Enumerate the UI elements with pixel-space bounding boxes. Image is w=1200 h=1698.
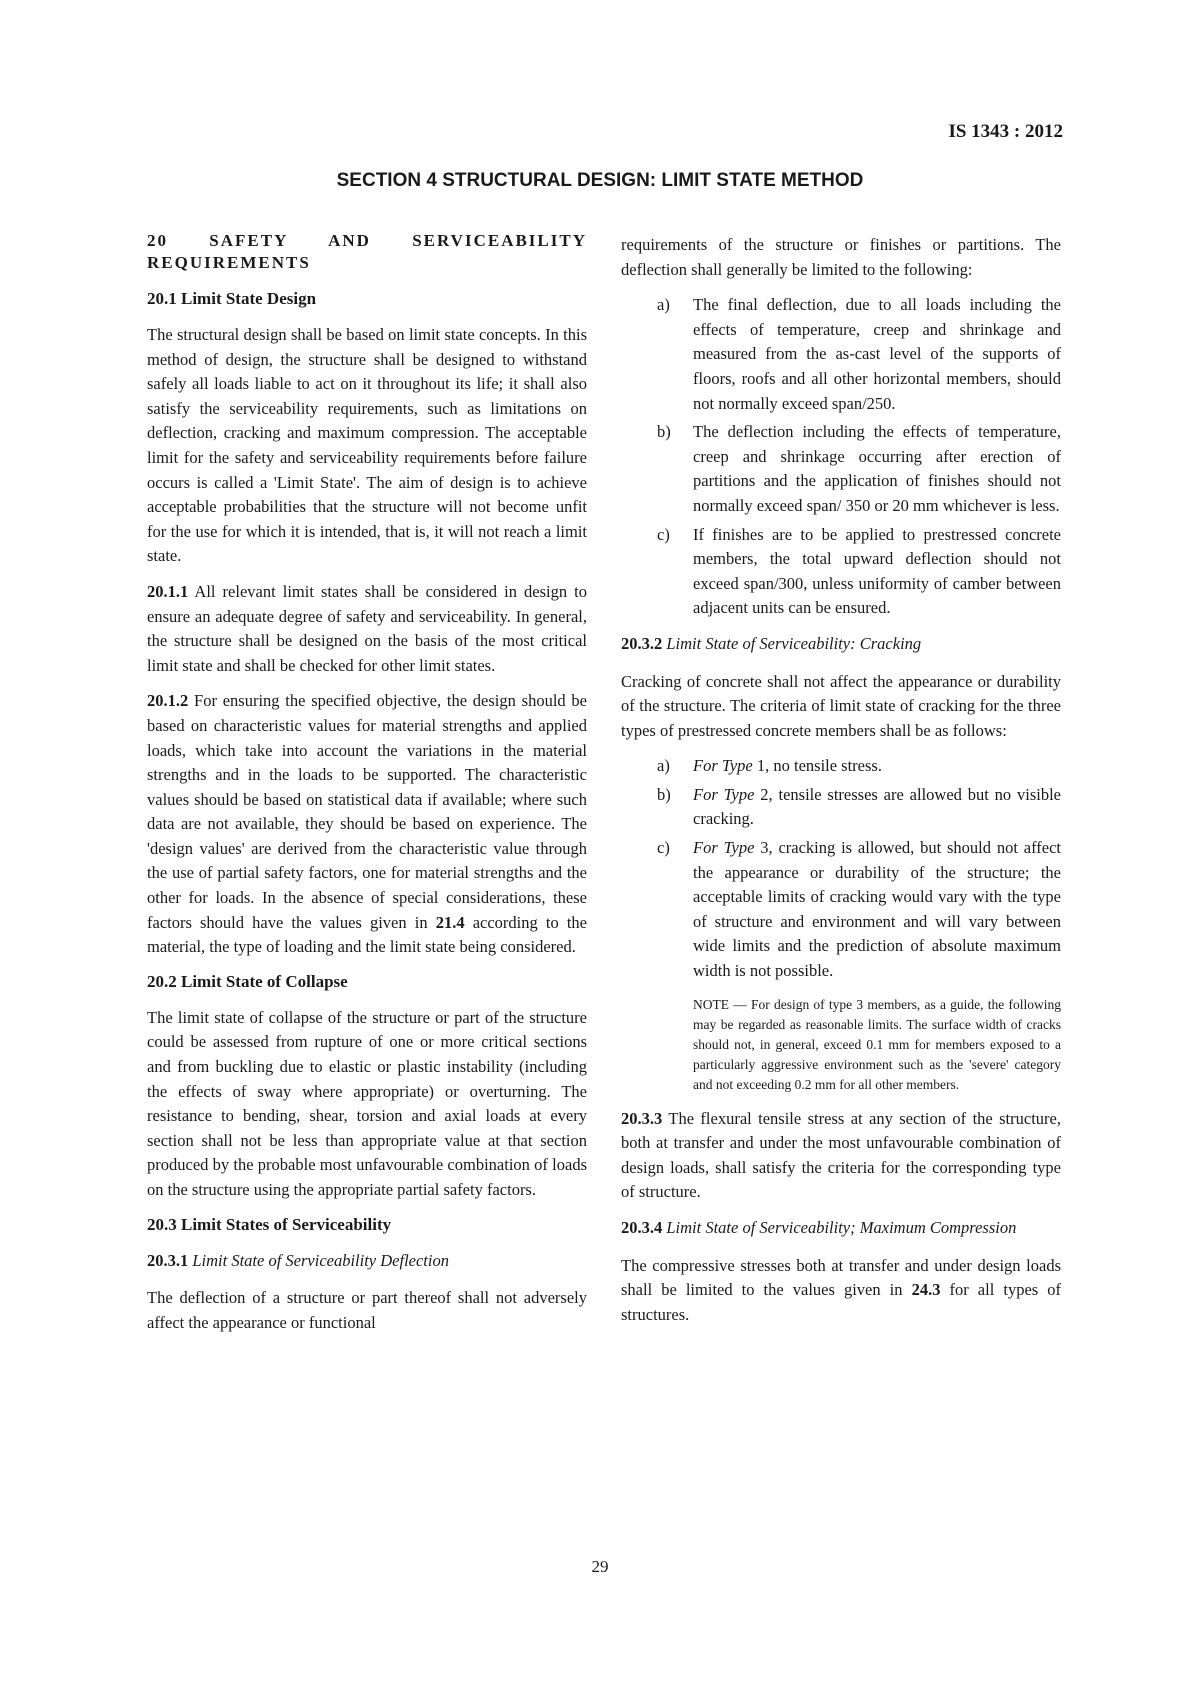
standard-number: IS 1343 : 2012 — [948, 121, 1063, 142]
clause-text: All relevant limit states shall be considered in design to ensure an adequate degree of safety and serviceability. In general, the structure shall be designed on the basis of the most critical limit state and shall be checked for other limit states. — [147, 581, 587, 675]
heading-20: 20 SAFETY AND SERVICEABILITY REQUIREMENTS — [147, 231, 587, 272]
subheading-20-3-2 — [621, 632, 1061, 657]
list-label: b) — [657, 422, 671, 442]
para-20-1: The structural design shall be based on limit state concepts. In this method of design, the structure shall be designed to withstand safely all loads liable to act on it throughout its life; it shall also satisfy the serviceability requirements, such as limitations on deflection, cracking and maximum compression. The acceptable limit for the safety and serviceability requirements before failure occurs is called a 'Limit State'. The aim of design is to achieve acceptable probabilities that the structure will not become unfit for the use for which it is intended, that is, it will not reach a limit state. — [147, 325, 587, 566]
list-label: c) — [657, 524, 670, 544]
clause-title: Limit State of Serviceability; Maximum Compression — [662, 1218, 1017, 1237]
clause-text: The flexural tensile stress at any section of the structure, both at transfer and under the most unfavourable combination of design loads, shall satisfy the criteria for the corresponding type of structure. — [621, 1108, 1061, 1202]
list-text: The deflection including the effects of temperature, creep and shrinkage occurring after erection of partitions and the application of finishes should not normally exceed span/ 350 or 20 mm whichever is less. — [693, 422, 1061, 515]
clause-text: according to the material, the type of loading and the limit state being considered. — [147, 912, 587, 957]
clause-number: 20.1.1 — [147, 581, 189, 601]
list-text: The final deflection, due to all loads including the effects of temperature, creep and shrinkage and measured from the as-cast level of the supports of floors, roofs and all other horizontal members, should not normally exceed span/250. — [693, 295, 1061, 413]
list-item — [621, 836, 1061, 984]
para-20-3-1-continued: requirements of the structure or finishes or partitions. The deflection shall generally be limited to the following: — [621, 235, 1061, 279]
para-20-3-3 — [621, 1107, 1061, 1205]
cross-reference: 24.3 — [911, 1280, 941, 1300]
list-lead: For Type — [693, 784, 755, 804]
list-label: c) — [657, 838, 670, 858]
para-20-3-2: Cracking of concrete shall not affect the appearance or durability of the structure. The criteria of limit state of cracking for the three types of prestressed concrete members shall be as follows: — [621, 671, 1061, 740]
para-20-1-1 — [147, 580, 587, 678]
heading-20-2: 20.2 Limit State of Collapse — [147, 971, 348, 991]
right-column — [621, 233, 1061, 1338]
list-item — [621, 523, 1061, 621]
subheading-20-3-1 — [147, 1249, 587, 1274]
clause-number: 20.3.1 — [147, 1250, 189, 1270]
page-number: 29 — [591, 1557, 609, 1576]
list-text: If finishes are to be applied to prestressed concrete members, the total upward deflection should not exceed span/300, unless uniformity of camber between adjacent units can be ensured. — [693, 524, 1061, 618]
list-text: 3, cracking is allowed, but should not affect the appearance or durability of the structure; the acceptable limits of cracking would vary with the type of structure and environment and will vary between wide limits and the prediction of absolute maximum width is not possible. — [693, 838, 1061, 981]
section-title: SECTION 4 STRUCTURAL DESIGN: LIMIT STATE METHOD — [336, 170, 864, 191]
list-label: b) — [657, 784, 671, 804]
para-20-3-4 — [621, 1254, 1061, 1328]
cracking-list — [621, 754, 1061, 983]
clause-text: For ensuring the specified objective, the design should be based on characteristic values for material strengths and applied loads, which take into account the variations in the material strengths and in the loads to be supported. The characteristic values should be based on statistical data if available; where such data are not available, they should be based on experience. The 'design values' are derived from the characteristic value through the use of partial safety factors, one for material strengths and the other for loads. In the absence of special considerations, these factors should have the values given in — [147, 691, 587, 932]
list-label: a) — [657, 295, 670, 315]
para-20-2: The limit state of collapse of the structure or part of the structure could be assessed from rupture of one or more critical sections and from buckling due to elastic or plastic instability (including the effects of sway where appropriate) or overturning. The resistance to bending, shear, torsion and axial loads at every section shall not be less than appropriate value at that section produced by the probable most unfavourable combination of loads on the structure using the appropriate partial safety factors. — [147, 1007, 587, 1199]
cross-reference: 21.4 — [435, 912, 465, 932]
clause-number: 20.1.2 — [147, 691, 189, 711]
list-item — [621, 783, 1061, 832]
clause-title: Limit State of Serviceability Deflection — [188, 1250, 449, 1270]
para-20-1-2 — [147, 689, 587, 960]
list-lead: For Type — [693, 838, 755, 858]
clause-title: Limit State of Serviceability: Cracking — [662, 633, 922, 653]
para-20-3-1: The deflection of a structure or part thereof shall not adversely affect the appearance or functional — [147, 1288, 587, 1332]
note: NOTE — For design of type 3 members, as a guide, the following may be regarded as reasonable limits. The surface width of cracks should not, in general, exceed 0.1 mm for members exposed to a particularly aggressive environment such as the 'severe' category and not exceeding 0.2 mm for all other members. — [693, 996, 1061, 1092]
clause-text: The compressive stresses both at transfer and under design loads shall be limited to the values given in — [621, 1255, 1061, 1300]
list-label: a) — [657, 756, 670, 776]
clause-text: for all types of structures. — [621, 1280, 1061, 1324]
left-column — [147, 230, 587, 1346]
list-text: 2, tensile stresses are allowed but no visible cracking. — [693, 784, 1061, 829]
clause-number: 20.3.3 — [621, 1108, 663, 1128]
list-lead: For Type — [693, 756, 753, 776]
list-item — [621, 754, 1061, 779]
list-text: 1, no tensile stress. — [752, 756, 882, 776]
deflection-list — [621, 293, 1061, 621]
clause-number: 20.3.2 — [621, 633, 663, 653]
heading-20-3: 20.3 Limit States of Serviceability — [147, 1214, 392, 1234]
subheading-20-3-4 — [621, 1216, 1061, 1241]
clause-number: 20.3.4 — [621, 1218, 663, 1237]
list-item — [621, 293, 1061, 416]
list-item — [621, 420, 1061, 518]
heading-20-1: 20.1 Limit State Design — [147, 289, 317, 308]
